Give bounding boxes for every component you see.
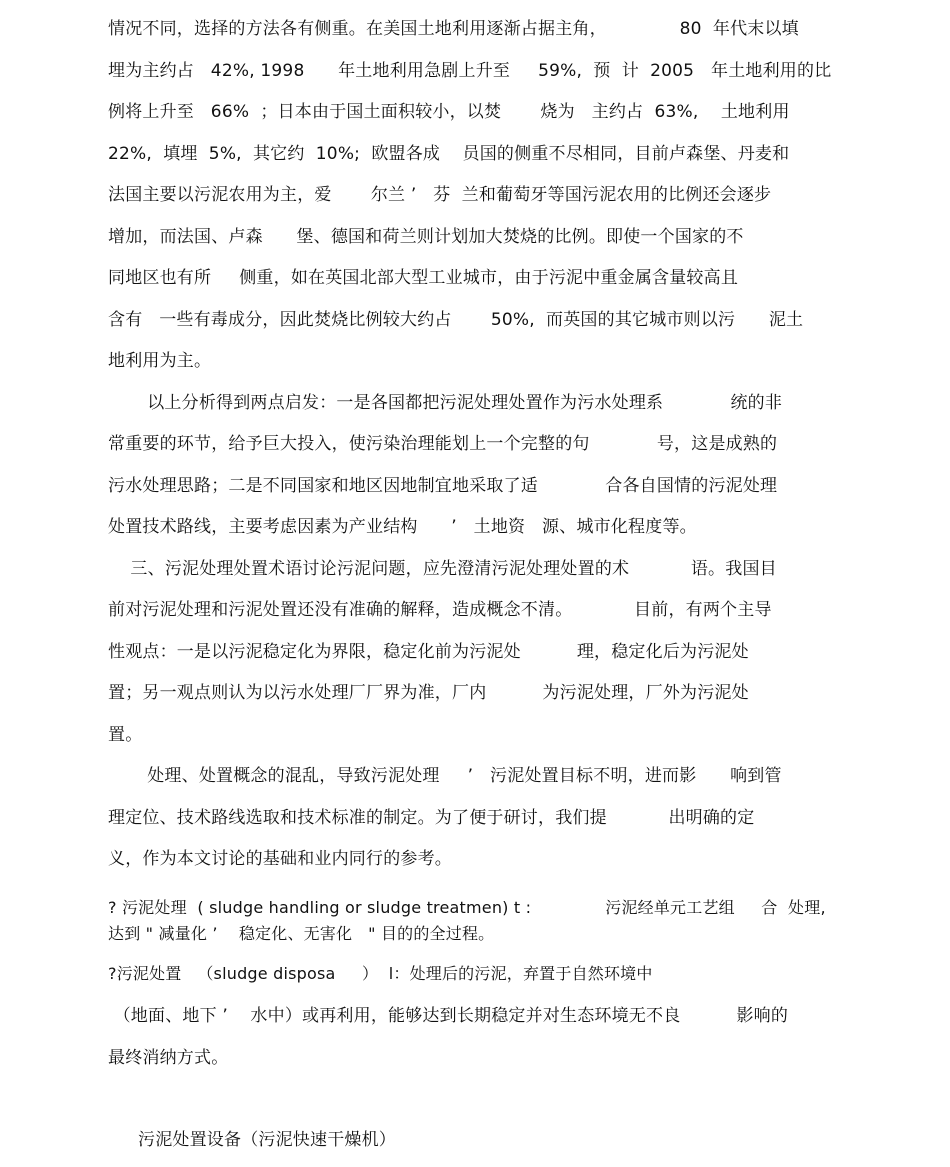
text-line: 22%, 填埋 5%, 其它约 10%; 欧盟各成 员国的侧重不尽相同，目前卢森堡、丹麦和 xyxy=(108,144,790,164)
text-line: 前对污泥处理和污泥处置还没有准确的解释，造成概念不清。 目前，有两个主导 xyxy=(108,600,772,620)
section-heading-line: 三、污泥处理处置术语讨论污泥问题，应先澄清污泥处理处置的术 语。我国目 xyxy=(108,559,777,579)
footer-caption: 污泥处置设备（污泥快速干燥机） xyxy=(138,1130,396,1150)
text-line: 含有 一些有毒成分，因此焚烧比例较大约占 50%, 而英国的其它城市则以污 泥土 xyxy=(108,310,804,330)
text-line: 情况不同，选择的方法各有侧重。在美国土地利用逐渐占据主角， 80 年代末以填 xyxy=(108,19,799,39)
text-line: 最终消纳方式。 xyxy=(108,1048,229,1068)
text-line: 同地区也有所 侧重，如在英国北部大型工业城市，由于污泥中重金属含量较高且 xyxy=(108,268,739,288)
text-line: 污水处理思路；二是不同国家和地区因地制宜地采取了适 合各自国情的污泥处理 xyxy=(108,476,778,496)
text-line: 置。 xyxy=(108,725,143,745)
text-line: 地利用为主。 xyxy=(108,351,212,371)
text-line: 置；另一观点则认为以污水处理厂厂界为准，厂内 为污泥处理，厂外为污泥处 xyxy=(108,683,749,703)
text-line: 法国主要以污泥农用为主，爱 尔兰 ’ 芬 兰和葡萄牙等国污泥农用的比例还会逐步 xyxy=(108,185,772,205)
text-line: 处置技术路线，主要考虑因素为产业结构 ’ 土地资 源、城市化程度等。 xyxy=(108,517,697,537)
definition-line-treatment-cont: 达到 " 减量化 ’ 稳定化、无害化 " 目的的全过程。 xyxy=(108,924,495,943)
text-line: 埋为主约占 42%, 1998 年土地利用急剧上升至 59%, 预 计 2005 年土地利用的比 xyxy=(108,61,832,81)
definition-line-disposal: ?污泥处置 （sludge disposa ） l：处理后的污泥，弃置于自然环境中 xyxy=(108,964,653,983)
text-line: 义，作为本文讨论的基础和业内同行的参考。 xyxy=(108,849,452,869)
text-line: 增加，而法国、卢森 堡、德国和荷兰则计划加大焚烧的比例。即使一个国家的不 xyxy=(108,227,744,247)
text-line: 常重要的环节，给予巨大投入，使污染治理能划上一个完整的句 号，这是成熟的 xyxy=(108,434,778,454)
text-line: （地面、地下 ’ 水中）或再利用，能够达到长期稳定并对生态环境无不良 影响的 xyxy=(108,1006,789,1026)
text-line: 理定位、技术路线选取和技术标准的制定。为了便于研讨，我们提 出明确的定 xyxy=(108,808,755,828)
text-line: 例将上升至 66% ；日本由于国土面积较小，以焚 烧为 主约占 63%, 土地利用 xyxy=(108,102,790,122)
text-line: 以上分析得到两点启发：一是各国都把污泥处理处置作为污水处理系 统的非 xyxy=(108,393,783,413)
definition-line-treatment: ? 污泥处理 ( sludge handling or sludge treatmen) t : 污泥经单元工艺组 合 处理, xyxy=(108,898,826,917)
text-line: 性观点：一是以污泥稳定化为界限，稳定化前为污泥处 理，稳定化后为污泥处 xyxy=(108,642,749,662)
text-line: 处理、处置概念的混乱，导致污泥处理 ’ 污泥处置目标不明，进而影 响到管 xyxy=(108,766,782,786)
